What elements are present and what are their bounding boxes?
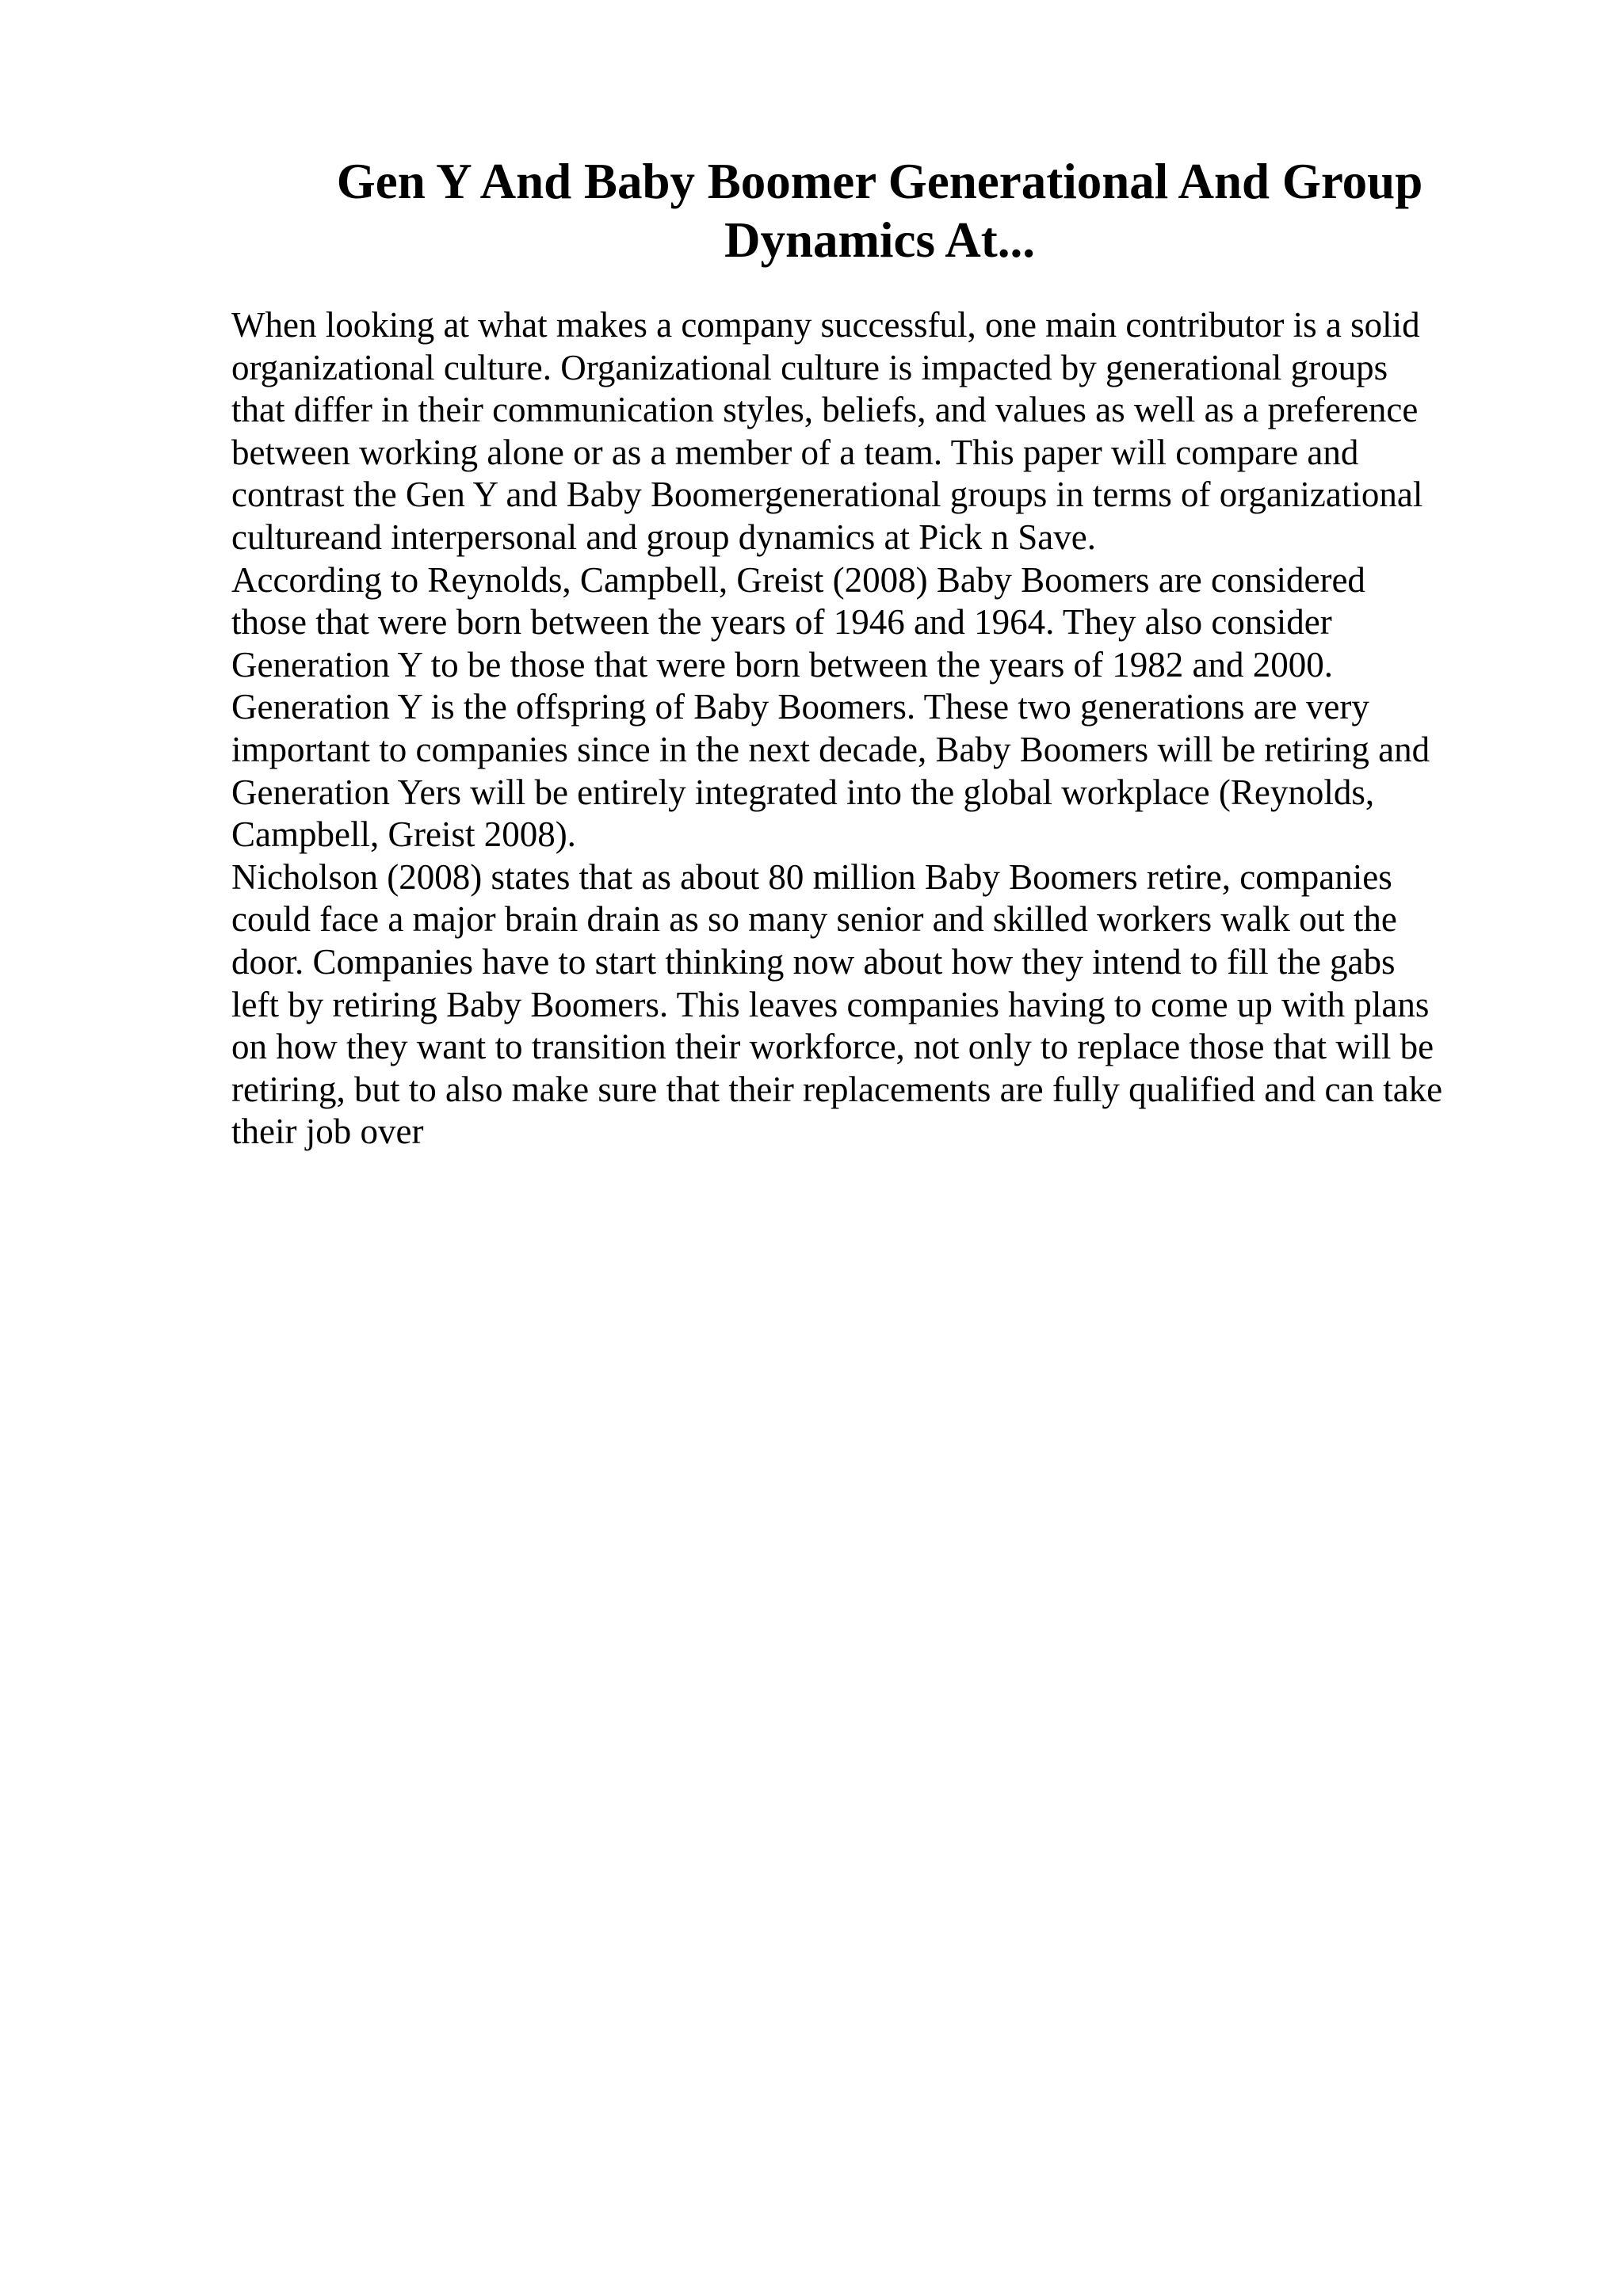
- title-line: Gen Y And Baby Boomer Generational And Group: [336, 154, 1423, 209]
- body-line: on how they want to transition their workforce, not only to replace those that will be: [231, 1027, 1434, 1067]
- body-line: Generation Y is the offspring of Baby Boomers. These two generations are very: [231, 687, 1369, 727]
- body-line: organizational culture. Organizational culture is impacted by generational groups: [231, 347, 1388, 387]
- body-line: When looking at what makes a company successful, one main contributor is a solid: [231, 305, 1420, 345]
- page-title: [238, 152, 1522, 269]
- body-line: could face a major brain drain as so many senior and skilled workers walk out the: [231, 899, 1397, 940]
- body-line: According to Reynolds, Campbell, Greist (2008) Baby Boomers are considered: [231, 559, 1365, 600]
- body-line: Generation Y to be those that were born between the years of 1982 and 2000.: [231, 644, 1333, 685]
- body-line: door. Companies have to start thinking now about how they intend to fill the gabs: [231, 941, 1396, 982]
- body-line: Generation Yers will be entirely integrated into the global workplace (Reynolds,: [231, 772, 1375, 812]
- body-line: contrast the Gen Y and Baby Boomergenerational groups in terms of organizational: [231, 475, 1423, 515]
- body-line: important to companies since in the next decade, Baby Boomers will be retiring and: [231, 729, 1430, 769]
- body-line: left by retiring Baby Boomers. This leaves companies having to come up with plans: [231, 984, 1430, 1024]
- title-line: Dynamics At...: [724, 212, 1035, 268]
- body-line: Nicholson (2008) states that as about 80 million Baby Boomers retire, companies: [231, 856, 1392, 897]
- body-line: those that were born between the years of 1946 and 1964. They also consider: [231, 602, 1332, 643]
- body-line: that differ in their communication styles, beliefs, and values as well as a preference: [231, 390, 1419, 430]
- body-line: Campbell, Greist 2008).: [231, 814, 576, 855]
- body-line: cultureand interpersonal and group dynamics at Pick n Save.: [231, 517, 1096, 557]
- body-line: retiring, but to also make sure that their replacements are fully qualified and can take: [231, 1069, 1443, 1109]
- body-line: their job over: [231, 1112, 424, 1152]
- body-text: [231, 304, 1515, 1154]
- body-line: between working alone or as a member of a team. This paper will compare and: [231, 432, 1359, 472]
